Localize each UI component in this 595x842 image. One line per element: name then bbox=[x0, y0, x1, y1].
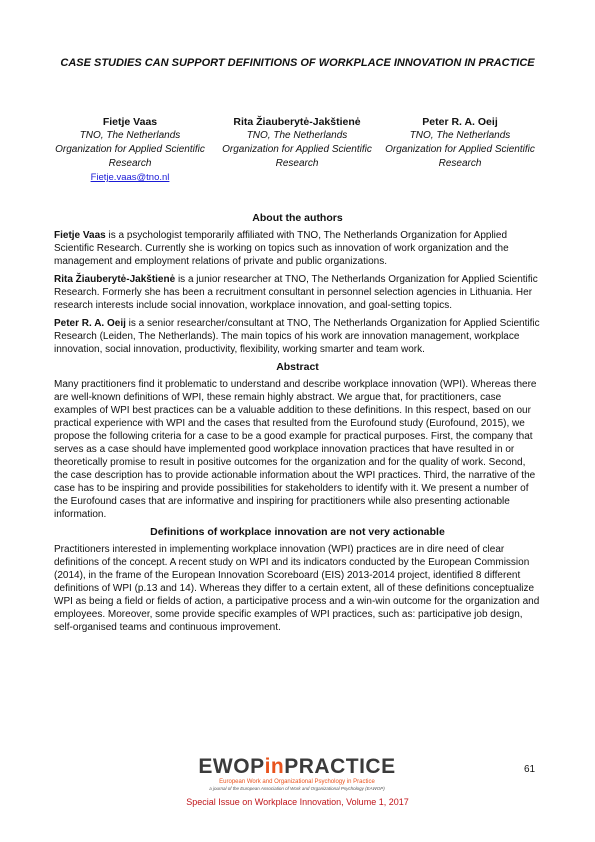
author-block bbox=[222, 115, 372, 171]
author-affiliation: TNO, The Netherlands Organization for Applied Scientific Research bbox=[222, 130, 372, 169]
author-affiliation: TNO, The Netherlands Organization for Applied Scientific Research bbox=[55, 130, 205, 169]
journal-logo bbox=[197, 756, 397, 792]
author-name: Fietje Vaas bbox=[102, 116, 158, 128]
author-email-link[interactable]: Fietje.vaas@tno.nl bbox=[90, 172, 170, 183]
author-block bbox=[385, 115, 535, 171]
author-name: Peter R. A. Oeij bbox=[422, 116, 498, 128]
logo-subtitle-small: a journal of the European Association of Work and Organizational Psychology (EAWOP) bbox=[209, 786, 385, 791]
bio-paragraph bbox=[54, 317, 541, 356]
bio-paragraph bbox=[54, 229, 541, 268]
author-affiliation: TNO, The Netherlands Organization for Applied Scientific Research bbox=[385, 130, 535, 169]
bio-text: is a junior researcher at TNO, The Netherlands Organization for Applied Scientific Research. Formerly she has been a recruitment consultant in personnel selection agencies in Lithuania. Her research interests include social innovation, workplace innovation, and goal-setting topics. bbox=[54, 274, 538, 311]
about-heading: About the authors bbox=[252, 212, 343, 224]
author-block bbox=[55, 115, 205, 185]
logo-subtitle: European Work and Organizational Psychology in Practice bbox=[219, 779, 375, 785]
author-name: Rita Žiauberytė-Jakštienė bbox=[233, 116, 361, 128]
bio-name: Fietje Vaas bbox=[54, 230, 106, 241]
page-number: 61 bbox=[524, 764, 536, 775]
abstract-heading: Abstract bbox=[276, 361, 319, 373]
bio-name: Rita Žiauberytė-Jakštienė bbox=[54, 274, 176, 285]
bio-text: is a psychologist temporarily affiliated with TNO, The Netherlands Organization for Applied Scientific Research. Currently she is working on topics such as innovation of work organization and the management and employment relations of private and public organizations. bbox=[54, 230, 509, 267]
section-text: Practitioners interested in implementing workplace innovation (WPI) practices are in dire need of clear definitions of the concept. A recent study on WPI and its indicators conducted by the European Commission (2014), in the frame of the European Innovation Scoreboard (EIS) 2013-2014 project, identified 8 different definitions of WPI (p.13 and 14). Whereas they differ to a certain extent, all of these definitions conceptualize WPI as being a field or fields of action, a participative process and a win-win outcome for the organization and employees. Moreover, some provide specific examples of WPI practices, such as: participative job design, self-organised teams and continuous improvement. bbox=[54, 544, 540, 633]
logo-wordmark: EWOPinPRACTICE bbox=[198, 755, 396, 778]
special-issue-footer: Special Issue on Workplace Innovation, Volume 1, 2017 bbox=[186, 797, 409, 807]
main-content bbox=[54, 212, 541, 639]
bio-text: is a senior researcher/consultant at TNO, The Netherlands Organization for Applied Scientific Research (Leiden, The Netherlands). The main topics of his work are innovation management, workplace innovation, social innovation, productivity, flexibility, working smarter and team work. bbox=[54, 318, 540, 355]
bio-name: Peter R. A. Oeij bbox=[54, 318, 126, 329]
section-heading: Definitions of workplace innovation are not very actionable bbox=[150, 526, 445, 538]
bio-paragraph bbox=[54, 273, 541, 312]
paper-title: CASE STUDIES CAN SUPPORT DEFINITIONS OF WORKPLACE INNOVATION IN PRACTICE bbox=[60, 57, 535, 69]
abstract-text: Many practitioners find it problematic to understand and describe workplace innovation (WPI). Whereas there are well-known definitions of WPI, these remain highly abstract. We argue that, for practitioners, case examples of WPI best practices can be a valuable addition to these definitions. In this respect, based on our practical experience with WPI and the cases that resulted from the Eurofound study (Eurofound, 2015), we propose the following criteria for a case to be a good example for practical purposes. First, the company that serves as a case should have implemented good workplace innovation practices that have resulted in or theoretically promise to result in positive outcomes for the organization and for the quality of work. Second, the case description has to provide actionable information about the WPI practices. Third, the narrative of the case has to be inspiring and provide possibilities for stakeholders to identify with it. We present a number of the Eurofound cases that are informative and inspiring for practitioners while also presenting actionable information. bbox=[54, 379, 537, 520]
